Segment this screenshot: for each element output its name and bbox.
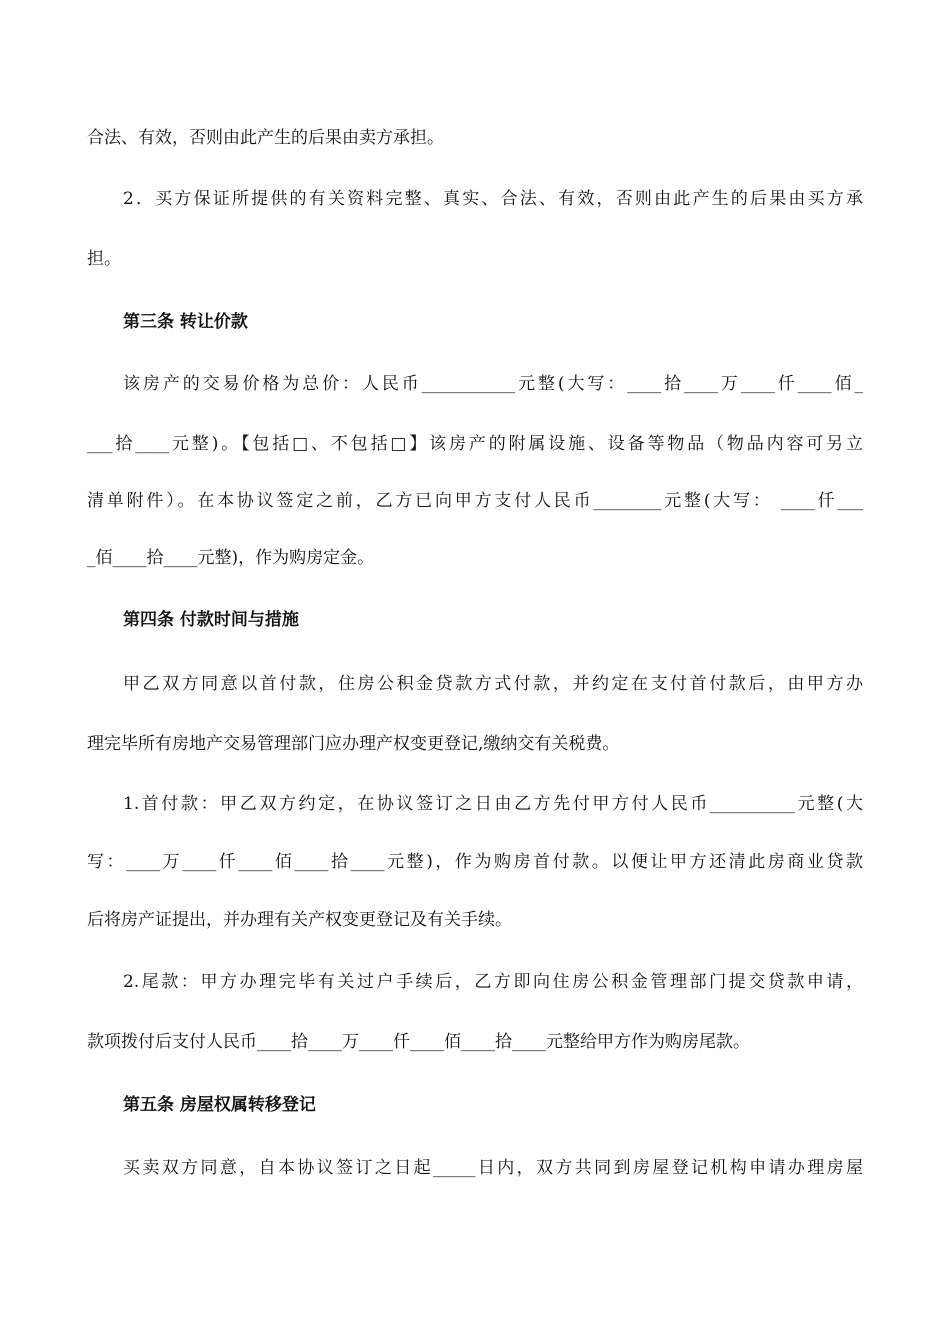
paragraph-line: _佰____拾____元整)，作为购房定金。 [87, 548, 375, 568]
paragraph-line: 2．买方保证所提供的有关资料完整、真实、合法、有效，否则由此产生的后果由买方承 [123, 189, 863, 209]
paragraph-line: 担。 [87, 249, 121, 269]
paragraph-line: 1.首付款：甲乙双方约定，在协议签订之日由乙方先付甲方付人民币__________元整(大 [123, 794, 863, 814]
paragraph-line: 理完毕所有房地产交易管理部门应办理产权变更登记,缴纳交有关税费。 [87, 734, 620, 754]
paragraph-line: 2.尾款：甲方办理完毕有关过户手续后，乙方即向住房公积金管理部门提交贷款申请， [123, 972, 863, 992]
section-heading-3: 第三条 转让价款 [123, 312, 248, 332]
paragraph-line: 写：____万____仟____佰____拾____元整)，作为购房首付款。以便让甲方还清此房商业贷款 [87, 852, 863, 872]
paragraph-line: 该房产的交易价格为总价：人民币___________元整(大写：____拾____万____仟____佰_ [123, 374, 863, 394]
paragraph-line: 款项拨付后支付人民币____拾____万____仟____佰____拾____元整给甲方作为购房尾款。 [87, 1032, 750, 1052]
paragraph-line: 买卖双方同意，自本协议签订之日起_____日内，双方共同到房屋登记机构申请办理房屋 [123, 1158, 863, 1178]
section-heading-4: 第四条 付款时间与措施 [123, 610, 299, 630]
paragraph-line: 合法、有效，否则由此产生的后果由卖方承担。 [87, 128, 444, 148]
section-heading-5: 第五条 房屋权属转移登记 [123, 1095, 316, 1115]
paragraph-line: ___拾____元整)。【包括□、不包括□】该房产的附属设施、设备等物品（物品内容可另立 [87, 434, 863, 454]
paragraph-line: 后将房产证提出，并办理有关产权变更登记及有关手续。 [87, 910, 512, 930]
paragraph-line: 甲乙双方同意以首付款，住房公积金贷款方式付款，并约定在支付首付款后，由甲方办 [123, 674, 863, 694]
paragraph-line: 清单附件）。在本协议签定之前，乙方已向甲方支付人民币________元整(大写： ____仟___ [87, 491, 863, 511]
